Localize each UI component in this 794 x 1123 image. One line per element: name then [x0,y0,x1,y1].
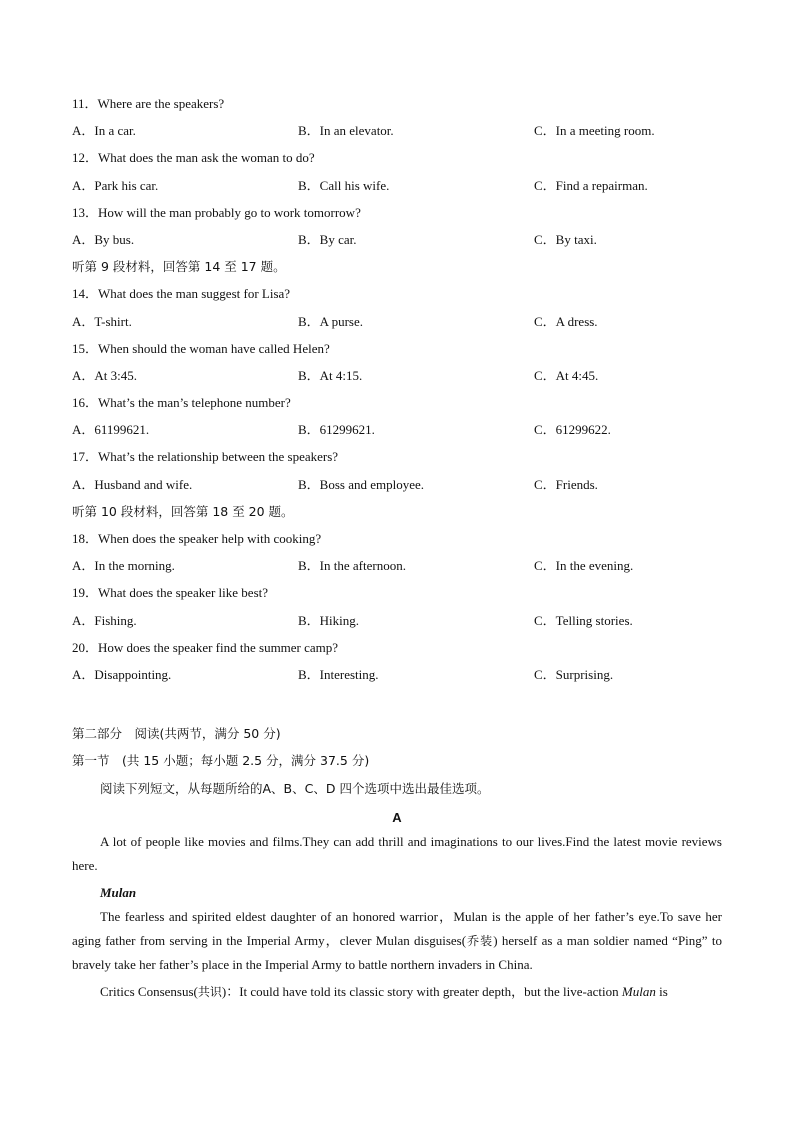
option-b[interactable]: B．At 4:15. [298,367,363,383]
option-c[interactable]: C．At 4:45. [534,367,599,383]
option-b[interactable]: B．Call his wife. [298,177,390,193]
document-page [72,94,722,1007]
passage-intro: A lot of people like movies and films.They can add thrill and imaginations to our lives.Find the latest movie reviews here. [72,833,722,873]
options-row [72,611,722,638]
question-block-17 [72,447,722,501]
question-block-15 [72,339,722,393]
question-text: 20．How does the speaker find the summer camp? [72,639,339,655]
instruction-material-9: 听第 9 段材料，回答第 14 至 17 题。 [72,259,286,275]
question-text: 17．What’s the relationship between the speakers? [72,449,339,465]
question-text: 13．How will the man probably go to work tomorrow? [72,204,361,220]
critics-annotation: 共识 [197,984,222,999]
question-block-19 [72,583,722,637]
question-block-18 [72,529,722,583]
critics-text-3: is [655,983,668,999]
critics-italic-title: Mulan [621,983,656,999]
description-text-2: ) herself as a man soldier named “Ping” to bravely take her father’s place in the Imperial Army to battle northern invaders in China. [72,932,722,972]
options-row [72,121,722,148]
option-b[interactable]: B．Hiking. [298,612,360,628]
option-b[interactable]: B．By car. [298,231,357,247]
option-a[interactable]: A．61199621. [72,422,150,438]
question-text: 19．What does the speaker like best? [72,585,269,601]
option-a[interactable]: A．At 3:45. [72,367,138,383]
question-text: 11．Where are the speakers? [72,96,225,111]
option-c[interactable]: C．61299622. [534,422,611,438]
option-b[interactable]: B．In an elevator. [298,123,394,139]
question-text: 14．What does the man suggest for Lisa? [72,286,291,302]
option-a[interactable]: A．Park his car. [72,177,159,193]
critics-text-2: )：It could have told its classic story with greater depth，but the live-action [221,983,622,999]
question-text: 16．What’s the man’s telephone number? [72,395,291,411]
reading-instruction: 阅读下列短文，从每题所给的A、B、C、D 四个选项中选出最佳选项。 [100,780,490,796]
option-b[interactable]: B．In the afternoon. [298,558,406,574]
description-text-1: The fearless and spirited eldest daughter of an honored warrior，Mulan is the apple of her father’s eye.To save her aging father from serving in the Imperial Army，clever Mulan disguises( [72,908,722,948]
options-row [72,366,722,393]
options-row [72,230,722,257]
question-block-13 [72,203,722,257]
option-a[interactable]: A．In the morning. [72,558,175,574]
critics-consensus [72,980,722,1004]
option-c[interactable]: C．Surprising. [534,666,614,682]
options-row [72,312,722,339]
option-a[interactable]: A．In a car. [72,123,136,139]
question-block-16 [72,393,722,447]
options-row [72,556,722,583]
section1-heading: 第一节 (共 15 小题；每小题 2.5 分，满分 37.5 分) [72,753,370,769]
option-a[interactable]: A．Husband and wife. [72,476,193,492]
option-c[interactable]: C．Friends. [534,476,598,492]
options-row [72,420,722,447]
movie-description [72,905,722,977]
option-c[interactable]: C．Telling stories. [534,612,633,628]
question-text: 18．When does the speaker help with cooking? [72,531,322,546]
option-a[interactable]: A．Fishing. [72,612,137,628]
passage-label: A [392,809,402,825]
option-b[interactable]: B．61299621. [298,422,375,438]
options-row [72,176,722,203]
option-b[interactable]: B．Boss and employee. [298,476,425,492]
question-block-14 [72,284,722,338]
critics-text-1: Critics Consensus( [100,983,198,999]
option-a[interactable]: A．By bus. [72,231,135,247]
section-spacer [72,692,722,724]
question-text: 12．What does the man ask the woman to do? [72,150,315,166]
option-b[interactable]: B．Interesting. [298,666,379,682]
option-c[interactable]: C．By taxi. [534,231,597,247]
part2-heading: 第二部分 阅读(共两节，满分 50 分) [72,726,281,742]
question-block-20 [72,638,722,692]
option-c[interactable]: C．A dress. [534,313,598,329]
option-a[interactable]: A．T-shirt. [72,313,132,329]
question-block-11 [72,94,722,148]
option-b[interactable]: B．A purse. [298,313,364,329]
option-a[interactable]: A．Disappointing. [72,666,172,682]
option-c[interactable]: C．In the evening. [534,558,634,574]
question-block-12 [72,148,722,202]
movie-title: Mulan [100,884,137,900]
question-text: 15．When should the woman have called Helen? [72,340,330,356]
option-c[interactable]: C．In a meeting room. [534,123,655,139]
option-c[interactable]: C．Find a repairman. [534,177,648,193]
options-row [72,475,722,502]
options-row [72,665,722,692]
instruction-material-10: 听第 10 段材料，回答第 18 至 20 题。 [72,503,294,519]
description-annotation: 乔装 [466,933,494,948]
